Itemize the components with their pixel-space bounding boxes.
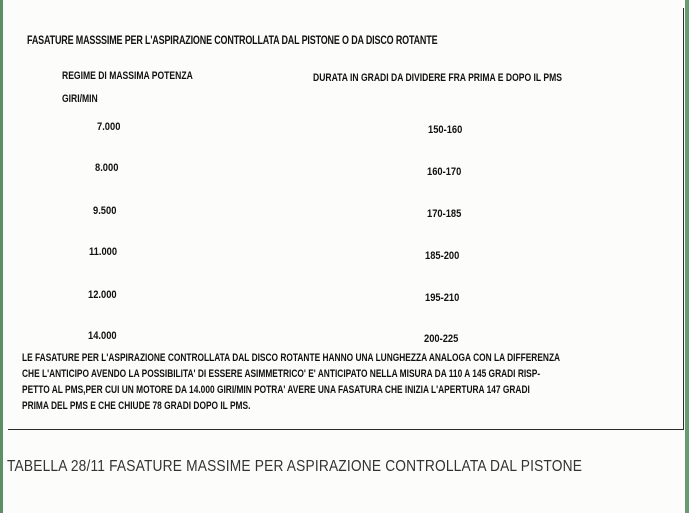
rpm-column-unit: GIRI/MIN xyxy=(62,93,98,105)
left-page-edge xyxy=(0,0,3,513)
footnote-line: CHE L'ANTICIPO AVENDO LA POSSIBILITA' DI ESSERE ASIMMETRICO' E' ANTICIPATO NELLA MISURA DA 110 A 145 GRADI RISP- xyxy=(22,368,541,380)
right-page-edge xyxy=(685,0,689,513)
table-cell-duration: 195-210 xyxy=(425,292,460,304)
footnote-line: PETTO AL PMS,PER CUI UN MOTORE DA 14.000 GIRI/MIN POTRA' AVERE UNA FASATURA CHE INIZIA L'APERTURA 147 GRADI xyxy=(22,384,530,396)
table-footnote xyxy=(22,350,683,414)
table-caption: TABELLA 28/11 FASATURE MASSIME PER ASPIRAZIONE CONTROLLATA DAL PISTONE xyxy=(7,458,583,475)
table-cell-duration: 160-170 xyxy=(427,166,462,178)
table-cell-duration: 200-225 xyxy=(424,333,459,345)
table-cell-duration: 185-200 xyxy=(425,250,460,262)
footnote-line: LE FASATURE PER L'ASPIRAZIONE CONTROLLATA DAL DISCO ROTANTE HANNO UNA LUNGHEZZA ANALOGA CON LA DIFFERENZA xyxy=(22,352,561,364)
table-cell-duration: 150-160 xyxy=(428,124,463,136)
table-cell-rpm: 8.000 xyxy=(95,162,119,174)
table-cell-rpm: 7.000 xyxy=(97,121,121,133)
table-cell-rpm: 9.500 xyxy=(93,205,117,217)
duration-column-header: DURATA IN GRADI DA DIVIDERE FRA PRIMA E DOPO IL PMS xyxy=(313,72,562,84)
table-cell-duration: 170-185 xyxy=(427,208,462,220)
footnote-line: PRIMA DEL PMS E CHE CHIUDE 78 GRADI DOPO IL PMS. xyxy=(22,400,251,412)
rpm-column-header: REGIME DI MASSIMA POTENZA xyxy=(62,70,193,82)
table-cell-rpm: 11.000 xyxy=(89,246,118,258)
table-cell-rpm: 12.000 xyxy=(88,289,117,301)
table-cell-rpm: 14.000 xyxy=(88,330,117,342)
table-heading: FASATURE MASSSIME PER L'ASPIRAZIONE CONTROLLATA DAL PISTONE O DA DISCO ROTANTE xyxy=(27,35,438,47)
